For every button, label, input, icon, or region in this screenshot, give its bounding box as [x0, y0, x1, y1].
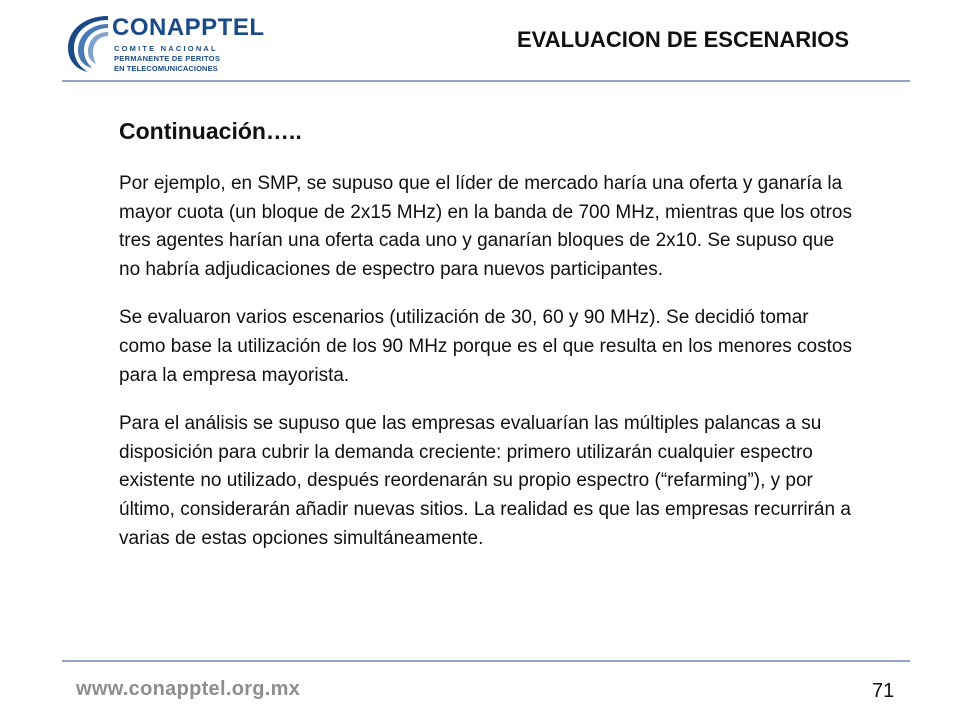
page-number: 71	[872, 680, 895, 702]
logo-line-2: PERMANENTE DE PERITOS	[114, 54, 221, 63]
logo-line-3: EN TELECOMUNICACIONES	[114, 64, 218, 73]
conapptel-logo	[62, 10, 282, 76]
body-paragraph-3: Para el análisis se supuso que las empresas evaluarían las múltiples palancas a su disposición para cubrir la demanda creciente: primero utilizarán cualquier espectro existente no utilizado, después reordenarán su propio espectro (“refarming”), y por último, considerarán añadir nuevas sitios. La realidad es que las empresas recurrirán a varias de estas opciones simultáneamente.	[119, 413, 851, 549]
slide-body	[119, 118, 859, 573]
footer-divider	[62, 660, 910, 662]
logo-name: CONAPPTEL	[112, 14, 265, 41]
conapptel-emblem-icon	[62, 10, 118, 76]
footer-website-link[interactable]: www.conapptel.org.mx	[76, 678, 301, 700]
section-heading: Continuación…..	[119, 118, 302, 144]
header-divider	[62, 80, 910, 82]
logo-line-1: COMITE NACIONAL	[114, 44, 218, 53]
slide-title: EVALUACION DE ESCENARIOS	[517, 27, 850, 52]
body-paragraph-2: Se evaluaron varios escenarios (utilización de 30, 60 y 90 MHz). Se decidió tomar como base la utilización de los 90 MHz porque es el que resulta en los menores costos para la empresa mayorista.	[119, 307, 852, 386]
body-paragraph-1: Por ejemplo, en SMP, se supuso que el líder de mercado haría una oferta y ganaría la mayor cuota (un bloque de 2x15 MHz) en la banda de 700 MHz, mientras que los otros tres agentes harían una oferta cada uno y ganarían bloques de 2x10. Se supuso que no habría adjudicaciones de espectro para nuevos participantes.	[119, 173, 852, 280]
